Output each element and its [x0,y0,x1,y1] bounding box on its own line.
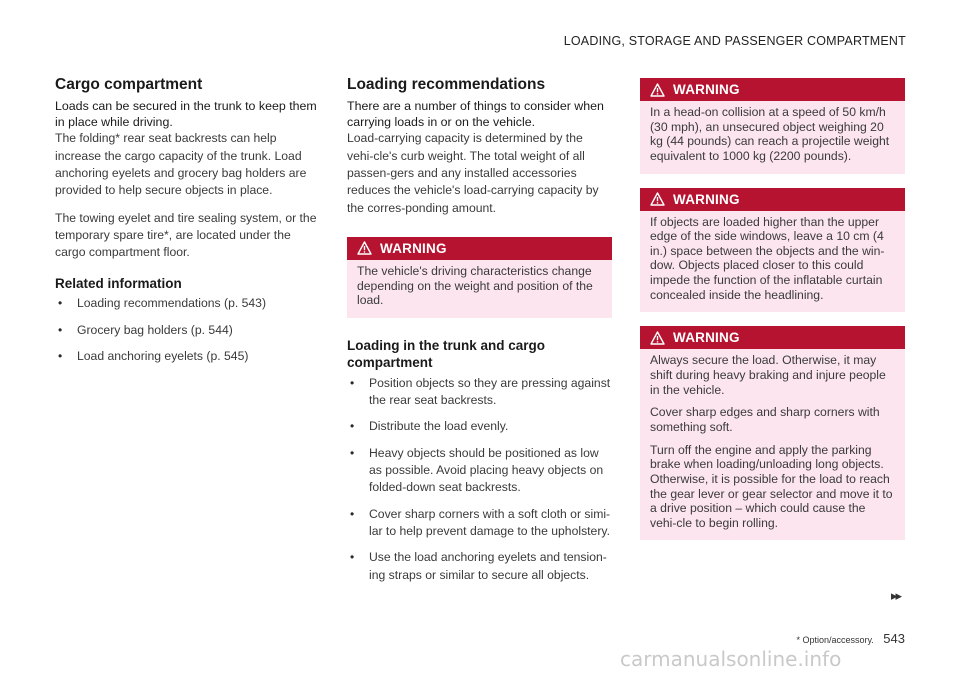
warning-box [640,188,905,313]
watermark: carmanualsonline.info [620,647,842,671]
continue-arrow-icon: ▸▸ [890,588,900,603]
column-loading-recommendations [347,76,612,593]
column-warnings [640,78,905,554]
body-paragraph: The towing eyelet and tire sealing system, or the temporary spare tire*, are located under the cargo compartment floor. [55,210,317,260]
lead-text: There are a number of things to consider when carrying loads in or on the vehicle. [347,99,604,130]
body-paragraph: Load-carrying capacity is determined by the vehi-cle's curb weight. The total weight of all passen-gers and any installed accessories reduces the vehicle's load-carrying capacity by the corres-ponding amount. [347,131,599,215]
warning-text: Always secure the load. Otherwise, it may shift during heavy braking and injure people in the vehicle. [650,353,886,397]
related-link[interactable]: • Grocery bag holders (p. 544) [55,322,317,339]
heading-related-information: Related information [55,275,182,291]
warning-text: Cover sharp edges and sharp corners with something soft. [650,405,880,434]
footnote: * Option/accessory. [796,635,874,645]
list-item: • Heavy objects should be positioned as low as possible. Avoid placing heavy objects on folded-down seat backrests. [347,445,612,497]
warning-title: WARNING [380,240,447,256]
column-cargo-compartment [55,76,317,374]
warning-text: If objects are loaded higher than the upper edge of the side windows, leave a 10 cm (4 in.) space between the objects and the win-dow. Objects placed closer to this could impede the function of the inflatable curtain concealed inside the headlining. [650,214,885,302]
heading-loading-trunk: Loading in the trunk and cargo compartment [347,337,546,370]
running-header: LOADING, STORAGE AND PASSENGER COMPARTMENT [563,34,906,48]
lead-text: Loads can be secured in the trunk to keep them in place while driving. [55,99,317,130]
warning-header [640,78,905,101]
page-number: 543 [883,631,905,646]
warning-title: WARNING [673,82,740,97]
list-item: • Position objects so they are pressing against the rear seat backrests. [347,375,612,410]
related-link[interactable]: • Load anchoring eyelets (p. 545) [55,348,317,365]
loading-tips-list [347,375,612,584]
page-footer [796,631,905,646]
warning-box [347,237,612,318]
warning-triangle-icon [357,241,372,255]
warning-box [640,326,905,540]
warning-title: WARNING [673,191,740,207]
warning-triangle-icon [650,331,665,345]
heading-cargo-compartment: Cargo compartment [55,76,203,93]
warning-header [640,188,905,211]
list-item: • Distribute the load evenly. [347,418,612,435]
warning-header [347,237,612,260]
warning-title: WARNING [673,330,740,346]
warning-triangle-icon [650,192,665,206]
list-item: • Use the load anchoring eyelets and tension-ing straps or similar to secure all objects. [347,549,612,584]
warning-box [640,78,905,174]
body-paragraph: The folding* rear seat backrests can help increase the cargo capacity of the trunk. Load anchoring eyelets and grocery bag holders are provided to help secure objects in place. [55,131,307,198]
warning-text: In a head-on collision at a speed of 50 km/h (30 mph), an unsecured object weighing 20 kg (44 pounds) can reach a projectile weight equivalent to 1000 kg (2200 pounds). [650,105,890,163]
list-item: • Cover sharp corners with a soft cloth or simi-lar to help prevent damage to the upholstery. [347,506,612,541]
related-link[interactable]: • Loading recommendations (p. 543) [55,295,317,312]
heading-loading-recommendations: Loading recommendations [347,76,546,93]
warning-text: The vehicle's driving characteristics change depending on the weight and position of the load. [357,263,593,308]
warning-text: Turn off the engine and apply the parking brake when loading/unloading long objects. Otherwise, it is possible for the load to reach the gear lever or gear selector and move it to a drive position – which could cause the vehi-cle to begin rolling. [650,442,893,530]
related-links-list [55,295,317,365]
warning-triangle-icon [650,83,665,97]
warning-header [640,326,905,349]
